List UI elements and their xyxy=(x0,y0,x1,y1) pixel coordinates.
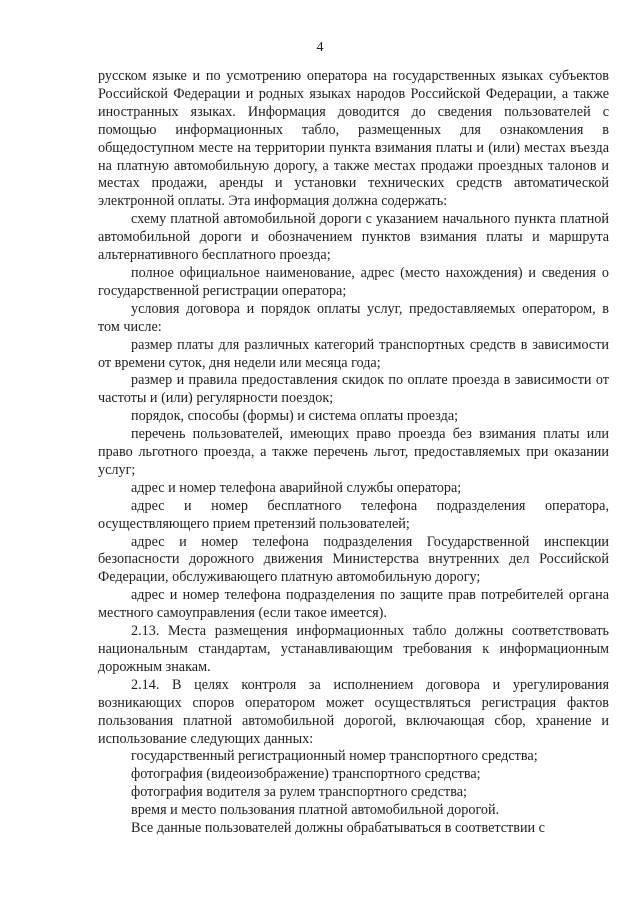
paragraph: размер и правила предоставления скидок по оплате проезда в зависимости от частоты и (или) регулярности поездок; xyxy=(98,372,609,407)
paragraph: адрес и номер телефона подразделения Государственной инспекции безопасности дорожного движения Министерства внутренних дел Российской Федерации, обслуживающего платную автомобильную дорогу; xyxy=(98,533,609,586)
paragraph: Все данные пользователей должны обрабатываться в соответствии с xyxy=(131,820,545,837)
page-number: 4 xyxy=(316,40,324,55)
paragraph: адрес и номер бесплатного телефона подразделения оператора, осуществляющего прием претензий пользователей; xyxy=(98,497,609,532)
paragraph: 2.14. В целях контроля за исполнением договора и урегулирования возникающих споров оператором может осуществляться регистрация фактов пользования платной автомобильной дорогой, включающая сбор, хранение и использование следующих данных: xyxy=(98,676,609,747)
paragraph: адрес и номер телефона аварийной службы оператора; xyxy=(131,479,462,496)
paragraph: русском языке и по усмотрению оператора на государственных языках субъектов Российской Федерации и родных языках народов Российской Федерации, а также иностранных языках. Информация доводится до сведения пользователей с помощью информационных табло, размещенных для ознакомления в общедоступном месте на территории пункта взимания платы и (или) местах въезда на платную автомобильную дорогу, а также местах продажи проездных талонов и местах продажи, аренды и установки технических средств автоматической электронной оплаты. Эта информация должна содержать: xyxy=(98,68,609,210)
paragraph: условия договора и порядок оплаты услуг, предоставляемых оператором, в том числе: xyxy=(98,300,609,335)
paragraph: время и место пользования платной автомобильной дорогой. xyxy=(131,802,500,819)
paragraph: фотография водителя за рулем транспортного средства; xyxy=(131,784,467,801)
paragraph: фотография (видеоизображение) транспортного средства; xyxy=(131,766,481,783)
paragraph: адрес и номер телефона подразделения по защите прав потребителей органа местного самоуправления (если такое имеется). xyxy=(98,587,609,622)
paragraph: порядок, способы (формы) и система оплаты проезда; xyxy=(131,408,459,425)
paragraph: полное официальное наименование, адрес (место нахождения) и сведения о государственной регистрации оператора; xyxy=(98,264,609,299)
paragraph: 2.13. Места размещения информационных табло должны соответствовать национальным стандартам, устанавливающим требования к информационным дорожным знакам. xyxy=(98,623,609,675)
paragraph: размер платы для различных категорий транспортных средств в зависимости от времени суток, дня недели или месяца года; xyxy=(98,336,609,371)
paragraph: перечень пользователей, имеющих право проезда без взимания платы или право льготного проезда, а также перечень льгот, предоставляемых при оказании услуг; xyxy=(98,426,609,478)
paragraph: государственный регистрационный номер транспортного средства; xyxy=(131,748,538,765)
paragraph: схему платной автомобильной дороги с указанием начального пункта платной автомобильной дороги и обозначением пунктов взимания платы и маршрута альтернативного бесплатного проезда; xyxy=(98,211,609,264)
document-body xyxy=(98,68,609,838)
